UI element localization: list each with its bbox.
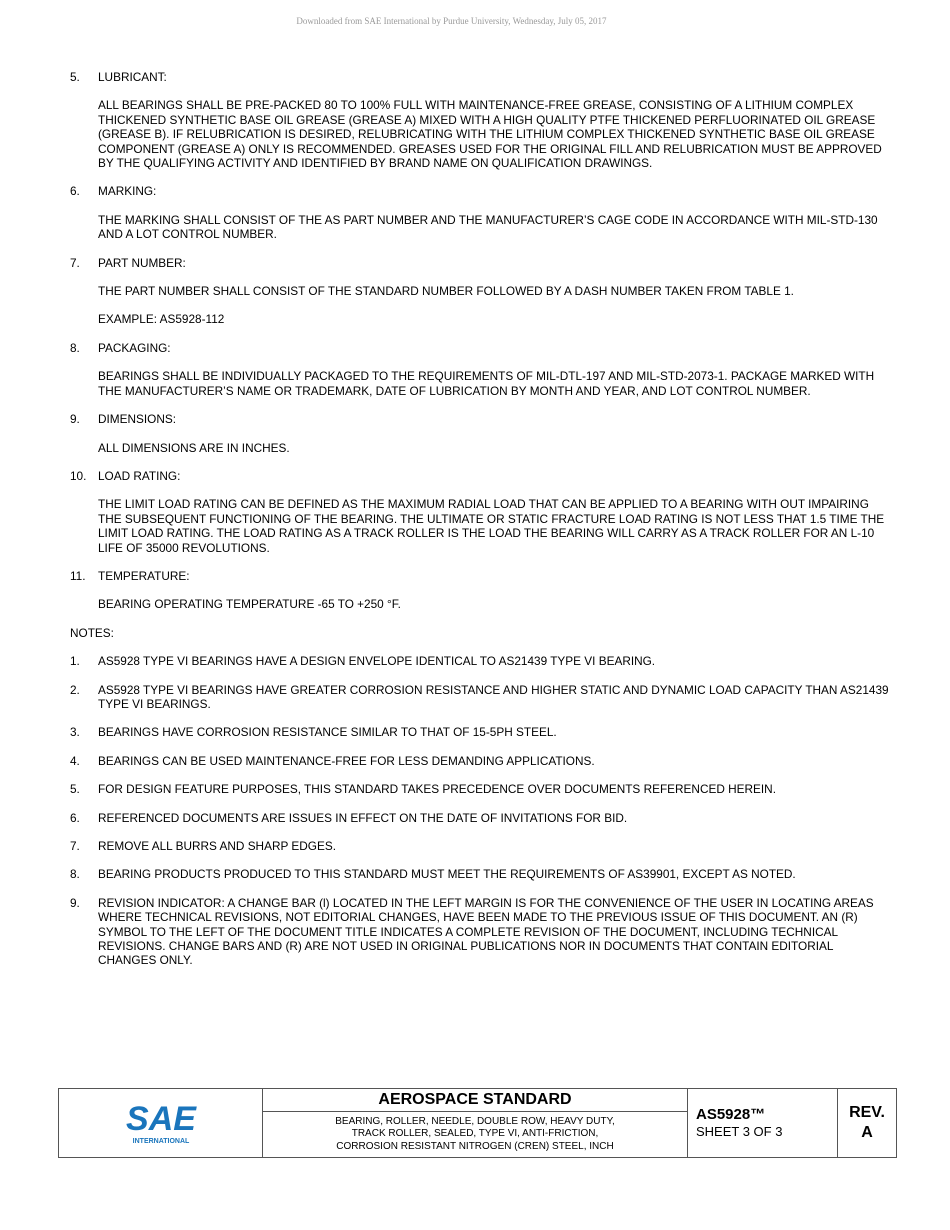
sae-logo-cell (59, 1089, 263, 1157)
note-number: 4. (70, 753, 80, 768)
note-number: 2. (70, 682, 80, 697)
title-line: BEARING, ROLLER, NEEDLE, DOUBLE ROW, HEAVY DUTY, (335, 1115, 615, 1127)
section-lubricant (70, 70, 890, 170)
sae-logo-text: SAE (125, 1100, 196, 1138)
doc-number: AS5928™ (696, 1106, 766, 1123)
section-marking (70, 184, 890, 241)
note-number: 5. (70, 782, 80, 797)
title-line: CORROSION RESISTANT NITROGEN (CREN) STEEL, INCH (336, 1140, 614, 1152)
section-number: 9. (70, 412, 80, 427)
title-line: TRACK ROLLER, SEALED, TYPE VI, ANTI-FRICTION, (351, 1128, 599, 1140)
doc-number-cell (688, 1089, 838, 1157)
section-title: PACKAGING: (98, 340, 171, 355)
note-text: REVISION INDICATOR: A CHANGE BAR (l) LOCATED IN THE LEFT MARGIN IS FOR THE CONVENIENCE OF THE USER IN LOCATING AREAS WHERE TECHNICAL REVISIONS, NOT EDITORIAL CHANGES, HAVE BEEN MADE TO THE PREVIOUS ISSUE OF THIS DOCUMENT. AN (R) SYMBOL TO THE LEFT OF THE DOCUMENT TITLE INDICATES A COMPLETE REVISION OF THE DOCUMENT, INCLUDING TECHNICAL REVISIONS. CHANGE BARS AND (R) ARE NOT USED IN ORIGINAL PUBLICATIONS NOR IN DOCUMENTS THAT CONTAIN EDITORIAL CHANGES ONLY. (98, 895, 874, 968)
revision-value: A (861, 1124, 873, 1141)
section-title: TEMPERATURE: (98, 568, 190, 583)
section-dimensions (70, 412, 890, 455)
section-paragraph: THE MARKING SHALL CONSIST OF THE AS PART NUMBER AND THE MANUFACTURER’S CAGE CODE IN ACCORDANCE WITH MIL-STD-130 AND A LOT CONTROL NUMBER. (98, 212, 878, 242)
note-item (70, 896, 890, 968)
note-number: 7. (70, 839, 80, 853)
standard-type: AEROSPACE STANDARD (263, 1089, 687, 1112)
sae-logo (121, 1100, 201, 1146)
sae-logo-subtext: INTERNATIONAL (132, 1138, 189, 1145)
section-paragraph: THE LIMIT LOAD RATING CAN BE DEFINED AS THE MAXIMUM RADIAL LOAD THAT CAN BE APPLIED TO A BEARING WITH OUT IMPAIRING THE SUBSEQUENT FUNCTIONING OF THE BEARING. THE ULTIMATE OR STATIC FRACTURE LOAD RATING IS NOT LESS THAT 1.5 TIME THE LIMIT LOAD RATING. THE LOAD RATING AS A TRACK ROLLER IS THE LOAD THE BEARING WILL CARRY AS A TRACK ROLLER FOR AN L-10 LIFE OF 35000 REVOLUTIONS. (98, 497, 885, 555)
section-paragraph: ALL BEARINGS SHALL BE PRE-PACKED 80 TO 100% FULL WITH MAINTENANCE-FREE GREASE, CONSISTING OF A LITHIUM COMPLEX THICKENED SYNTHETIC BASE OIL GREASE (GREASE A) MIXED WITH A HIGH QUALITY PTFE THICKENED PERFLUORINATED OIL GREASE (GREASE B). IF RELUBRICATION IS DESIRED, RELUBRICATING WITH THE LITHIUM COMPLEX THICKENED SYNTHETIC BASE OIL GREASE COMPONENT (GREASE A) ONLY IS RECOMMENDED. GREASES USED FOR THE ORIGINAL FILL AND RELUBRICATION MUST BE APPROVED BY THE QUALIFYING ACTIVITY AND IDENTIFIED BY BRAND NAME ON QUALIFICATION DRAWINGS. (98, 98, 882, 171)
note-text: BEARINGS HAVE CORROSION RESISTANCE SIMILAR TO THAT OF 15-5PH STEEL. (98, 725, 557, 740)
note-item (70, 867, 890, 881)
section-load-rating (70, 469, 890, 555)
section-title: MARKING: (98, 184, 157, 199)
revision-label: REV. (849, 1104, 885, 1121)
note-text: AS5928 TYPE VI BEARINGS HAVE GREATER CORROSION RESISTANCE AND HIGHER STATIC AND DYNAMIC LOAD CAPACITY THAN AS21439 TYPE VI BEARINGS. (98, 682, 889, 711)
section-number: 5. (70, 70, 80, 84)
section-number: 7. (70, 255, 80, 270)
note-number: 1. (70, 654, 80, 669)
note-item (70, 683, 890, 712)
section-part-number (70, 256, 890, 327)
section-number: 8. (70, 340, 80, 355)
section-example: EXAMPLE: AS5928-112 (98, 312, 225, 327)
sheet-number: SHEET 3 OF 3 (696, 1124, 783, 1139)
note-text: REMOVE ALL BURRS AND SHARP EDGES. (98, 839, 336, 853)
section-paragraph: BEARINGS SHALL BE INDIVIDUALLY PACKAGED TO THE REQUIREMENTS OF MIL-DTL-197 AND MIL-STD-2073-1. PACKAGE MARKED WITH THE MANUFACTURER’S NAME OR TRADEMARK, DATE OF LUBRICATION BY MONTH AND YEAR, AND LOT CONTROL NUMBER. (98, 369, 875, 398)
note-number: 3. (70, 725, 80, 740)
section-paragraph: BEARING OPERATING TEMPERATURE -65 TO +250 °F. (98, 597, 401, 612)
notes-heading: NOTES: (70, 625, 114, 640)
revision-cell (838, 1089, 896, 1157)
note-text: REFERENCED DOCUMENTS ARE ISSUES IN EFFECT ON THE DATE OF INVITATIONS FOR BID. (98, 810, 628, 825)
note-text: BEARINGS CAN BE USED MAINTENANCE-FREE FOR LESS DEMANDING APPLICATIONS. (98, 753, 595, 768)
note-text: FOR DESIGN FEATURE PURPOSES, THIS STANDARD TAKES PRECEDENCE OVER DOCUMENTS REFERENCED HEREIN. (98, 782, 776, 797)
note-text: AS5928 TYPE VI BEARINGS HAVE A DESIGN ENVELOPE IDENTICAL TO AS21439 TYPE VI BEARING. (98, 654, 656, 669)
note-text: BEARING PRODUCTS PRODUCED TO THIS STANDARD MUST MEET THE REQUIREMENTS OF AS39901, EXCEPT AS NOTED. (98, 867, 796, 882)
section-title: PART NUMBER: (98, 255, 186, 270)
note-item (70, 782, 890, 796)
section-number: 11. (70, 568, 86, 583)
section-packaging (70, 341, 890, 398)
note-item (70, 654, 890, 668)
download-notice: Downloaded from SAE International by Purdue University, Wednesday, July 05, 2017 (296, 16, 607, 26)
section-number: 10. (70, 468, 87, 483)
note-item (70, 839, 890, 853)
note-item (70, 811, 890, 825)
note-number: 8. (70, 867, 80, 882)
document-body (70, 70, 890, 982)
section-title: DIMENSIONS: (98, 412, 176, 427)
note-item (70, 725, 890, 739)
note-number: 9. (70, 895, 80, 910)
note-number: 6. (70, 810, 80, 825)
section-temperature (70, 569, 890, 612)
title-block (58, 1088, 897, 1158)
title-center (263, 1089, 688, 1157)
note-item (70, 754, 890, 768)
section-number: 6. (70, 184, 80, 199)
document-title (263, 1112, 687, 1157)
section-paragraph: ALL DIMENSIONS ARE IN INCHES. (98, 440, 290, 455)
section-paragraph: THE PART NUMBER SHALL CONSIST OF THE STANDARD NUMBER FOLLOWED BY A DASH NUMBER TAKEN FROM TABLE 1. (98, 284, 794, 299)
section-title: LOAD RATING: (98, 468, 181, 483)
section-title: LUBRICANT: (98, 70, 167, 84)
